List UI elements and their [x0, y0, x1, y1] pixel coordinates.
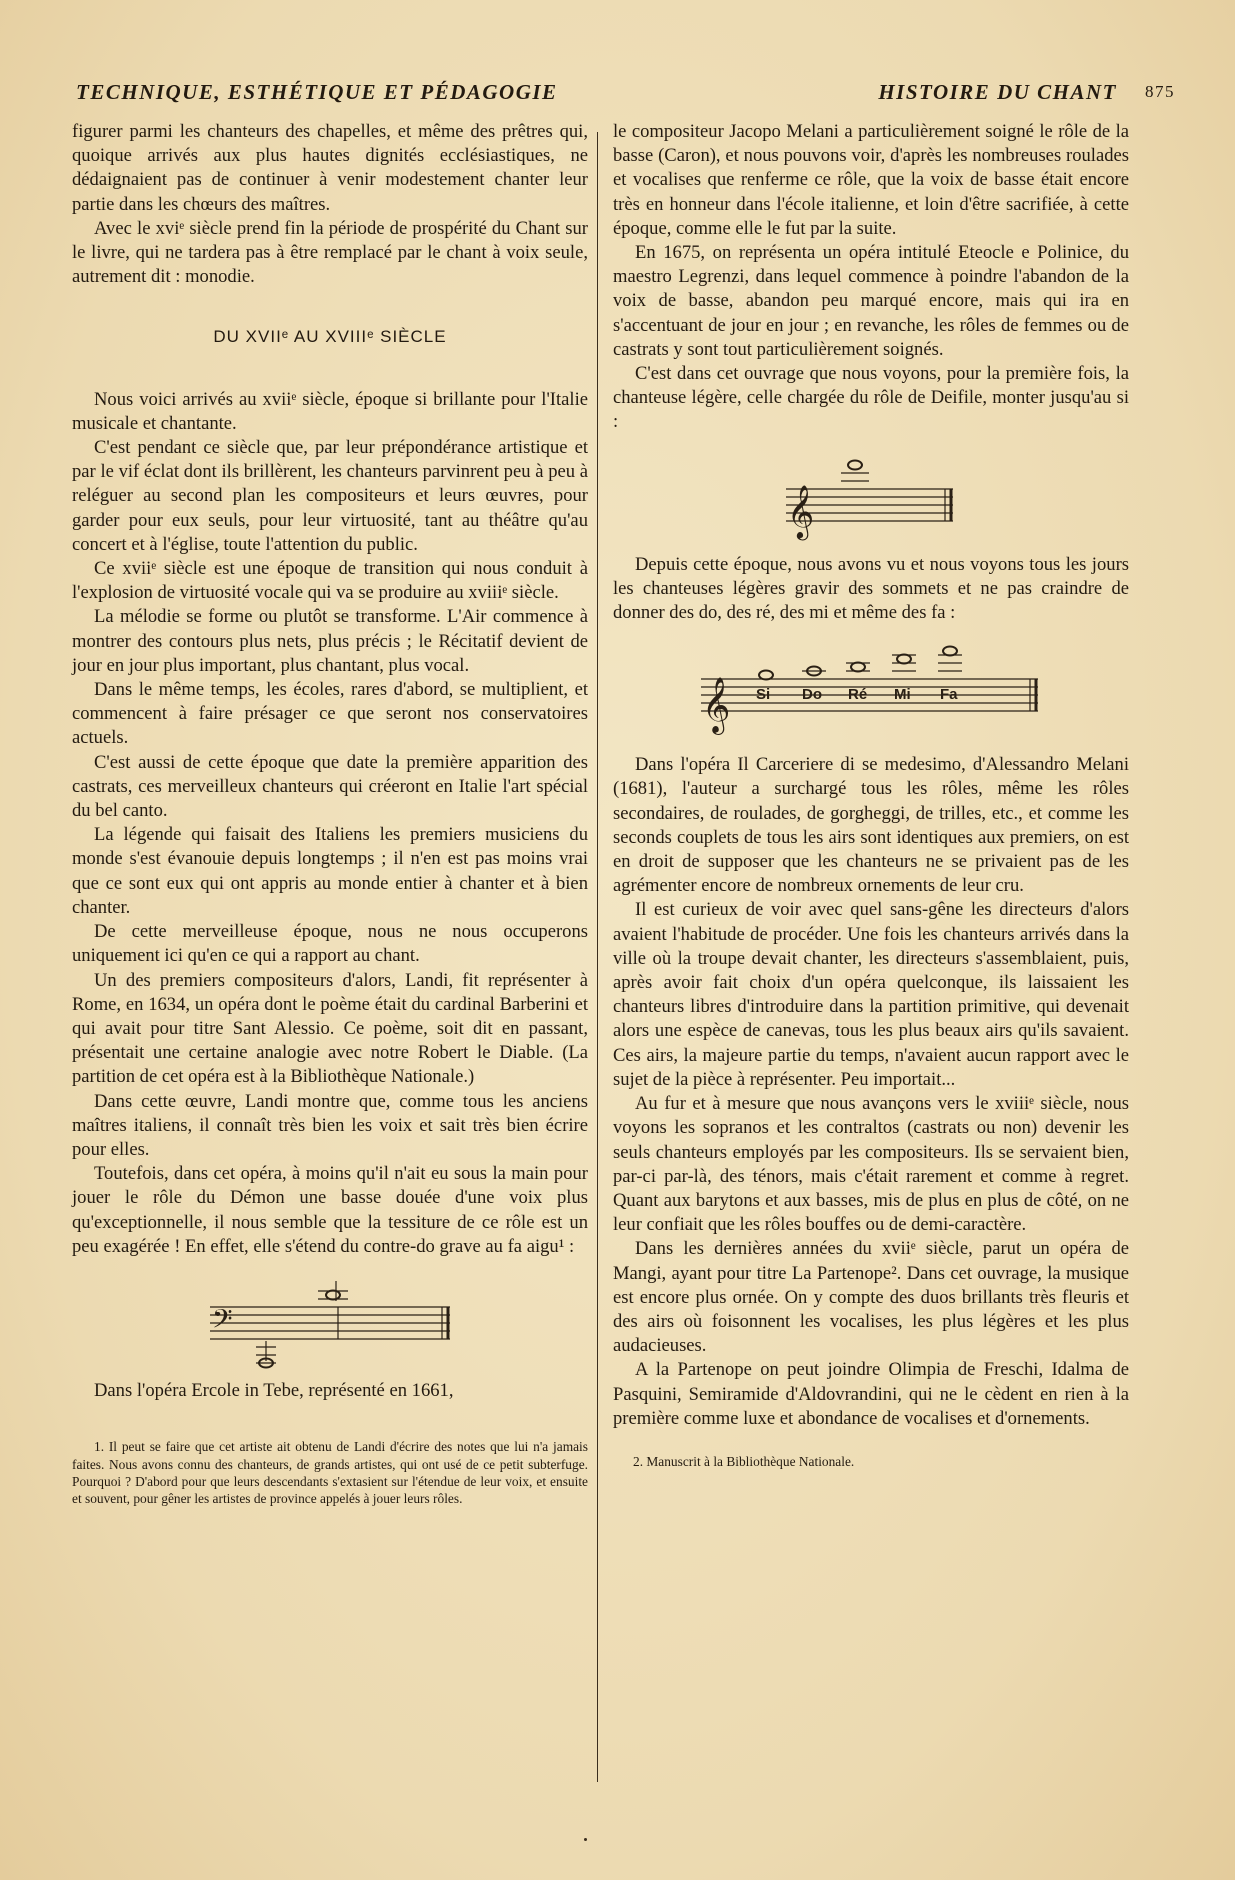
treble-clef-icon: 𝄞 — [702, 677, 731, 734]
column-divider — [597, 132, 598, 1782]
paragraph: Dans l'opéra Ercole in Tebe, représenté en 1661, — [94, 1379, 454, 1401]
paragraph: Toutefois, dans cet opéra, à moins qu'il n'ait eu sous la main pour jouer le rôle du Démon une basse douée d'une voix plus qu'exceptionnelle, il nous semble que la tessiture de ce rôle est un peu exagérée ! En effet, elle s'étend du contre-do grave au fa aigu¹ : — [72, 1163, 588, 1257]
paragraph: Dans les dernières années du xviiᵉ siècle, parut un opéra de Mangi, ayant pour titre La Partenope². Dans cet ouvrage, la musique est encore plus ornée. On y compte des duos brillants très fleuris et des airs où foisonnent les vocalises, les plus légères et les plus audacieuses. — [613, 1238, 1129, 1357]
paragraph: La mélodie se forme ou plutôt se transforme. L'Air commence à montrer des contours plus nets, plus précis ; le Récitatif devient de jour en jour plus important, plus chantant, plus vocal. — [72, 606, 588, 676]
bass-clef-music-example — [200, 1271, 460, 1371]
note-label: Ré — [848, 686, 868, 704]
paragraph: le compositeur Jacopo Melani a particulièrement soigné le rôle de la basse (Caron), et nous pouvons voir, d'après les nombreuses roulades et vocalises que renferme ce rôle, que la voix de basse était encore très en honneur dans l'école italienne, et loin d'être sacrifiée, à cette époque, comme elle le fut par la suite. — [613, 121, 1129, 239]
note-high — [326, 1290, 340, 1299]
section-title: DU XVIIᵉ AU XVIIIᵉ SIÈCLE — [213, 327, 447, 347]
treble-clef-icon: 𝄞 — [787, 483, 815, 538]
paragraph: Dans l'opéra Il Carceriere di se medesimo, d'Alessandro Melani (1681), l'auteur a surchargé tous les rôles, même les rôles secondaires, de roulades, de gorgheggi, de trilles, etc., et comme les seconds couplets de tous les airs sont identiques aux premiers, on est en droit de supposer que les chanteurs ne se privaient pas de les agrémenter encore de nombreux ornements de leur cru. — [613, 754, 1129, 897]
paragraph: C'est dans cet ouvrage que nous voyons, pour la première fois, la chanteuse légère, celle chargée du rôle de Deifile, monter jusqu'au si : — [613, 363, 1129, 433]
note-label: Mi — [894, 686, 911, 704]
page-number: 875 — [1145, 82, 1175, 101]
bass-clef-icon: 𝄢 — [212, 1302, 233, 1341]
note-si — [759, 671, 773, 680]
print-speck — [584, 1838, 587, 1841]
paragraph: C'est aussi de cette époque que date la première apparition des castrats, ces merveilleux chanteurs qui créeront en Italie l'art spécial du bel canto. — [72, 751, 588, 822]
paragraph: De cette merveilleuse époque, nous ne nous occuperons uniquement ici qu'en ce qui a rapport au chant. — [72, 921, 588, 967]
paragraph: En 1675, on représenta un opéra intitulé Eteocle e Polinice, du maestro Legrenzi, dans lequel commence à poindre l'abandon de la voix de basse, abandon peu marqué encore, mais qui ira en s'accentuant de jour en jour ; en revanche, les rôles de femmes ou de castrats y sont tout particulièrement soignés. — [613, 242, 1129, 360]
paragraph: La légende qui faisait des Italiens les premiers musiciens du monde s'est évanouie depuis longtemps ; il n'en est pas moins vrai que ce sont eux qui ont appris au monde entier à chanter et à bien chanter. — [72, 824, 588, 918]
paragraph: Dans cette œuvre, Landi montre que, comme tous les anciens maîtres italiens, il connaît très bien les voix et sait très bien écrire pour elles. — [72, 1090, 588, 1160]
paragraph: Nous voici arrivés au xviiᵉ siècle, époque si brillante pour l'Italie musicale et chantante. — [72, 388, 588, 434]
paragraph: Un des premiers compositeurs d'alors, Landi, fit représenter à Rome, en 1634, un opéra dont le poème était du cardinal Barberini et qui avait pour titre Sant Alessio. Ce poème, soit dit en passant, présentait une certaine analogie avec notre Robert le Diable. (La partition de cet opéra est à la Bibliothèque Nationale.) — [72, 969, 588, 1088]
treble-clef-music-example-scale — [696, 639, 1046, 739]
note-label: Fa — [940, 686, 958, 704]
bass-staff-figure — [200, 1271, 460, 1371]
header-left-title: TECHNIQUE, ESTHÉTIQUE ET PÉDAGOGIE — [76, 80, 558, 104]
note-si — [848, 460, 862, 469]
paragraph: C'est pendant ce siècle que, par leur prépondérance artistique et par le vif éclat dont ils brillèrent, les chanteurs parvinrent peu à peu à reléguer au second plan les compositeurs et leurs œuvres, pour garder pour eux seuls, pour leur virtuosité, tant au théâtre qu'au concert et à l'église, toute l'attention du public. — [72, 437, 588, 555]
note-mi — [897, 655, 911, 664]
running-head — [76, 80, 1175, 110]
header-right-title: HISTOIRE DU CHANT — [878, 80, 1117, 104]
treble-scale-figure — [696, 639, 1046, 739]
paragraph: Ce xviiᵉ siècle est une époque de transition qui nous conduit à l'explosion de virtuosité vocale qui va se produire au xviiiᵉ siècle. — [72, 558, 588, 604]
left-column — [72, 120, 588, 1508]
footnote: 2. Manuscrit à la Bibliothèque Nationale. — [633, 1453, 855, 1469]
paragraph: A la Partenope on peut joindre Olimpia de Freschi, Idalma de Pasquini, Semiramide d'Aldovrandini, qui ne le cèdent en rien à la première comme luxe et abondance de vocalises et d'ornements. — [613, 1359, 1129, 1429]
paragraph: figurer parmi les chanteurs des chapelles, et même des prêtres qui, quoique arrivés aux plus hautes dignités ecclésiastiques, ne dédaignaient pas de continuer à venir modestement chanter leur partie dans les chœurs des maîtres. — [72, 121, 588, 215]
paragraph: Au fur et à mesure que nous avançons vers le xviiiᵉ siècle, nous voyons les sopranos et les contraltos (castrats ou non) devenir les seuls chanteurs employés par les compositeurs. Ils se servaient bien, par-ci par-là, des ténors, mais c'était rarement et comme à regret. Quant aux barytons et aux basses, mis de plus en plus de côté, on ne leur confiait que les rôles bouffes ou de demi-caractère. — [613, 1093, 1129, 1236]
note-label: Si — [756, 686, 771, 704]
paragraph: Il est curieux de voir avec quel sans-gêne les directeurs d'alors avaient l'habitude de procéder. Une fois les chanteurs arrivés dans la ville où la troupe devait chanter, les directeurs s'assemblaient, puis, après avoir fait choix d'un opéra quelconque, ils laissaient les chanteurs libres d'introduire dans la partition primitive, qui devenait alors une espèce de canevas, tous les plus beaux airs qu'ils savaient. Ces airs, la majeure partie du temps, n'avaient aucun rapport avec le sujet de la pièce à représenter. Peu importait... — [613, 899, 1129, 1090]
treble-clef-music-example-si — [781, 449, 961, 541]
paragraph: Dans le même temps, les écoles, rares d'abord, se multiplient, et commencent à faire présager ce que seront nos conservatoires actuels. — [72, 679, 588, 749]
treble-staff-figure — [781, 449, 961, 541]
paragraph: Depuis cette époque, nous avons vu et nous voyons tous les jours les chanteuses légères gravir des sommets et ne pas craindre de donner des do, des ré, des mi et même des fa : — [613, 553, 1129, 624]
note-re — [851, 663, 865, 672]
footnote: 1. Il peut se faire que cet artiste ait obtenu de Landi d'écrire des notes que lui n'a jamais faites. Nous avons connu des chanteurs, de grands artistes, qui ont usé de ce petit subterfuge. Pourquoi ? D'abord pour que leurs descendants s'extasient sur l'étendue de leur voix, et ensuite et souvent, pour gêner les artistes de province appelés à jouer leurs rôles. — [72, 1439, 588, 1507]
note-fa — [943, 647, 957, 656]
note-label: Do — [802, 686, 822, 704]
right-column — [613, 120, 1129, 1470]
paragraph: Avec le xviᵉ siècle prend fin la période de prospérité du Chant sur le livre, qui ne tardera pas à être remplacé par le chant à voix seule, autrement dit : monodie. — [72, 217, 588, 288]
